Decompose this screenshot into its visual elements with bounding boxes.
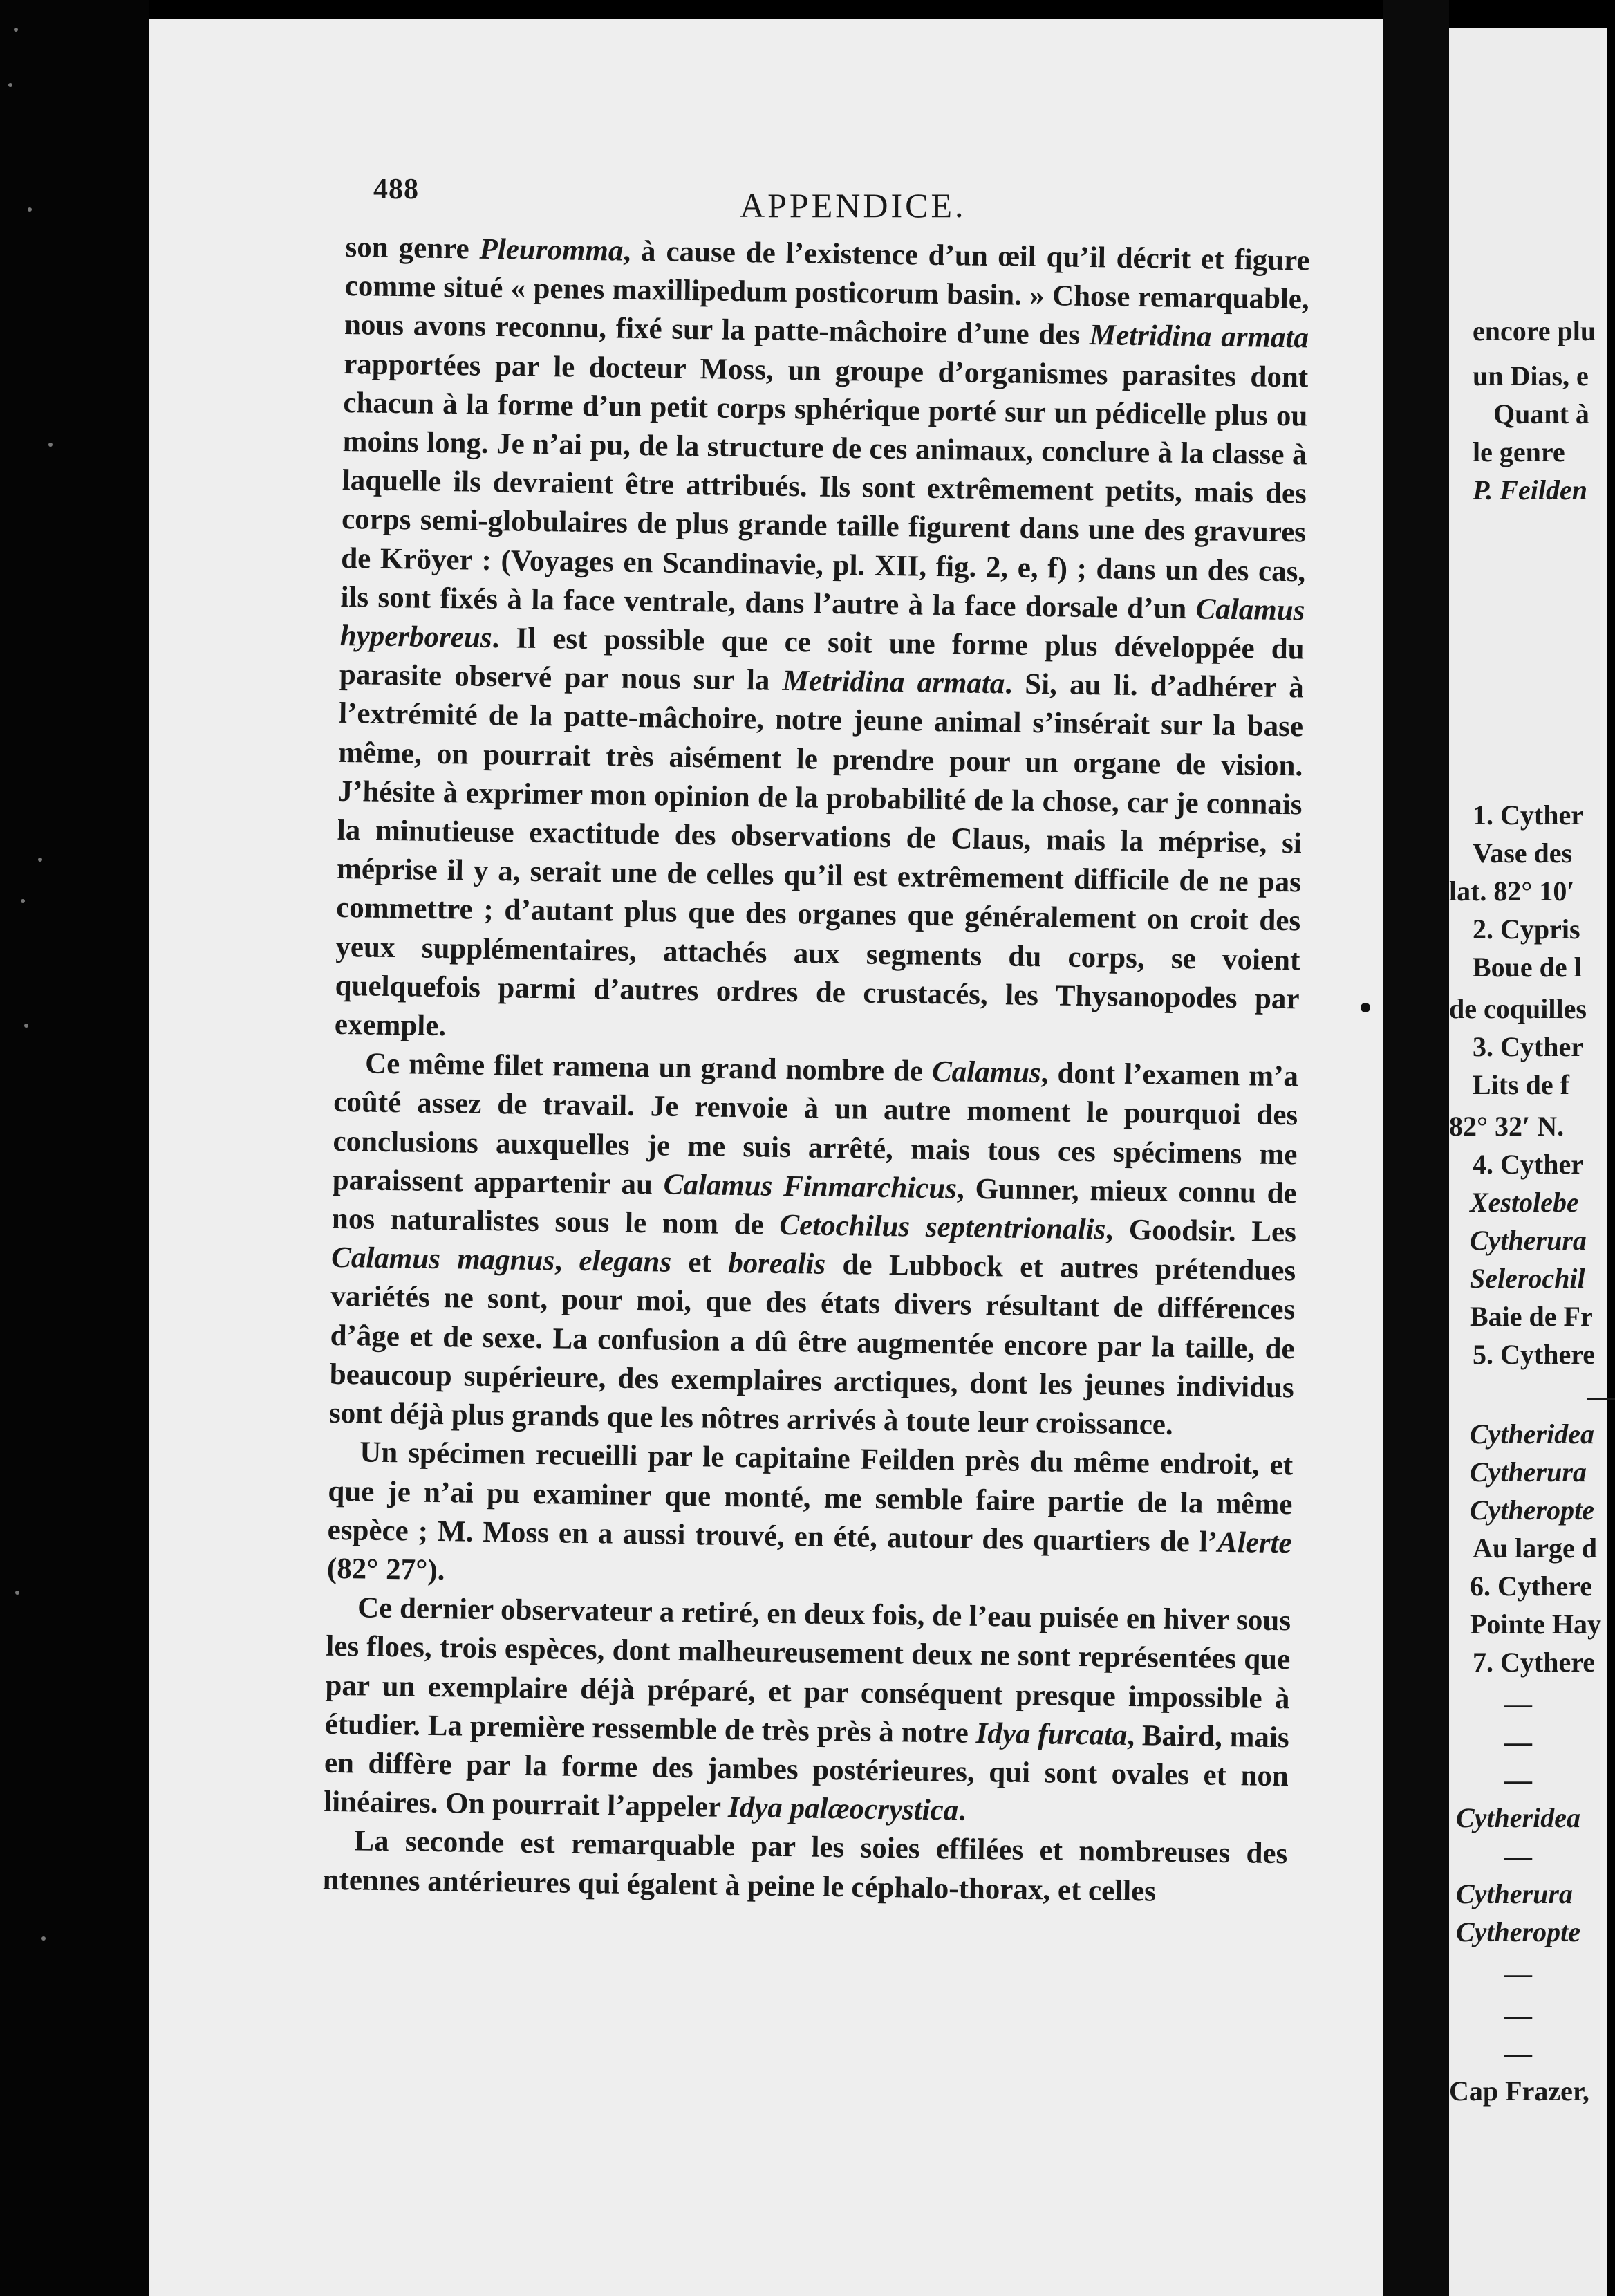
right-page-line: 2. Cypris [1473,914,1580,945]
scan-speck [41,1936,46,1941]
body-text [322,228,1310,1913]
right-page-line: 7. Cythere [1473,1647,1595,1678]
right-page-line: — [1587,1380,1615,1411]
right-page-line: P. Feilden [1473,474,1587,506]
paragraph: Ce dernier observateur a retiré, en deux fois, de l’eau puisée en hiver sous les floes, trois espèces, dont malheureusement deux ne sont représentées que par un exemplaire déjà préparé, et par conséquent presque impossible à étudier. La première ressemble de très près à notre Idya furcata, Baird, mais en diffère par la forme des jambes postérieures, qui sont ovales et non linéaires. On pourrait l’appeler Idya palæocrystica. [323,1591,1291,1827]
scan-speck [14,28,18,32]
right-page-line: lat. 82° 10′ [1449,876,1575,907]
right-page-line: 82° 32′ N. [1449,1111,1565,1142]
scan-speck [21,899,25,903]
paragraph: Ce même filet ramena un grand nombre de Calamus, dont l’examen m’a coûté assez de travail. Je renvoie à un autre moment le pourquoi des conclusions auxquelles je me suis arrêté, mais tous ces spécimens me paraissent appartenir au Calamus Finmarchicus, Gunner, mieux connu de nos naturalistes sous le nom de Cetochilus septentrionalis, Goodsir. Les Calamus magnus, elegans et borealis de Lubbock et autres prétendues variétés ne sont, pour moi, que des états divers résultant de différences d’âge et de sexe. La confusion a dû être augmentée encore par la taille, de beaucoup supérieure, des exemplaires arctiques, dont les jeunes individus sont déjà plus grands que les nôtres arrivés à toute leur croissance. [328,1047,1299,1441]
right-page-line: Cytheropte [1456,1916,1580,1947]
paragraph: La seconde est remarquable par les soies effilées et nombreuses des ntennes antérieures qui égalent à peine le céphalo-thorax, et celles [322,1824,1288,1908]
right-page-line: — [1504,1840,1532,1871]
running-title: APPENDICE. [740,186,967,225]
right-page-line: encore plu [1473,315,1596,346]
right-page-line: Pointe Hay [1470,1609,1601,1640]
right-page-line: Boue de l [1473,952,1582,983]
right-page-line: Cap Frazer, [1449,2075,1589,2107]
right-page-line: 1. Cyther [1473,799,1583,831]
right-page-line: Xestolebe [1470,1187,1579,1218]
right-page-line: 6. Cythere [1470,1571,1592,1602]
scan-speck [15,1591,19,1595]
right-page-line: Cytherura [1456,1878,1573,1909]
right-page-line: Au large d [1473,1533,1597,1564]
scan-speck [24,1024,28,1028]
right-page-line: — [1504,1688,1532,1719]
page-number: 488 [373,174,419,205]
right-page-line: un Dias, e [1473,360,1589,391]
right-page-line: Cytheridea [1470,1418,1594,1450]
right-page-line: Cytheropte [1470,1494,1594,1526]
paragraph: Un spécimen recueilli par le capitaine Feilden près du même endroit, et que je n’ai pu examiner que monté, me semble faire partie de la même espèce ; M. Moss en a aussi trouvé, en été, autour des quartiers de l’Alerte (82° 27°). [326,1436,1294,1587]
right-page-line: Quant à [1493,398,1589,429]
right-page-line: — [1504,1726,1532,1757]
scan-noise [0,0,149,2296]
right-page-line: Selerochil [1470,1263,1585,1294]
right-page-line: de coquilles [1449,993,1587,1024]
right-page-line: Baie de Fr [1470,1301,1593,1332]
right-page-line: — [1504,1958,1532,1989]
book-gutter [1383,0,1449,2296]
right-page-line: — [1504,1999,1532,2030]
right-page-line: Cytherura [1470,1225,1587,1256]
page-header [373,173,1320,228]
scan-speck [48,443,53,447]
right-page-line: 5. Cythere [1473,1339,1595,1370]
scan-speck [8,83,12,87]
right-page [1449,28,1615,2296]
page-mark [1361,1003,1370,1012]
right-page-line: — [1504,1764,1532,1795]
scan-speck [38,858,42,862]
right-page-line: — [1504,2037,1532,2068]
right-page-line: Lits de f [1473,1069,1569,1100]
paragraph: son genre Pleuromma, à cause de l’existence d’un œil qu’il décrit et figure comme situé « penes maxillipedum posticorum basin. » Chose remarquable, nous avons reconnu, fixé sur la patte-mâchoire d’une des Metridina armata rapportées par le docteur Moss, un groupe d’organismes parasites dont chacun à la forme d’un petit corps sphérique porté sur un pédicelle plus ou moins long. Je n’ai pu, de la structure de ces animaux, conclure à la classe à laquelle ils devraient être attribués. Ils sont extrêmement petits, mais des corps semi-globulaires de plus grande taille figurent dans une des gravures de Kröyer : (Voyages en Scandinavie, pl. XII, fig. 2, e, f) ; dans un des cas, ils sont fixés à la face ventrale, dans l’autre à la face dorsale d’un Calamus hyperboreus. Il est possible que ce soit une forme plus développée du parasite observé par nous sur la Metridina armata. Si, au li. d’adhérer à l’extrémité de la patte-mâchoire, notre jeune animal s’insérait sur la base même, on pourrait très aisément le prendre pour un organe de vision. J’hésite à exprimer mon opinion de la probabilité de la chose, car je connais la minutieuse exactitude des observations de Claus, mais la méprise, si méprise il y a, serait une de celles qu’il est extrêmement difficile de ne pas commettre ; d’autant plus que des organes que généralement on croit des yeux supplémentaires, attachés aux segments du corps, se voient quelquefois parmi d’autres ordres de crustacés, les Thysanopodes par exemple. [334,230,1310,1043]
right-page-line: 4. Cyther [1473,1149,1583,1180]
right-page-line: 3. Cyther [1473,1031,1583,1062]
right-page-line: Cytherura [1470,1456,1587,1488]
right-page-line: Vase des [1473,837,1573,869]
right-page-line: le genre [1473,436,1565,467]
scan-speck [28,207,32,212]
right-page-line: Cytheridea [1456,1802,1580,1833]
